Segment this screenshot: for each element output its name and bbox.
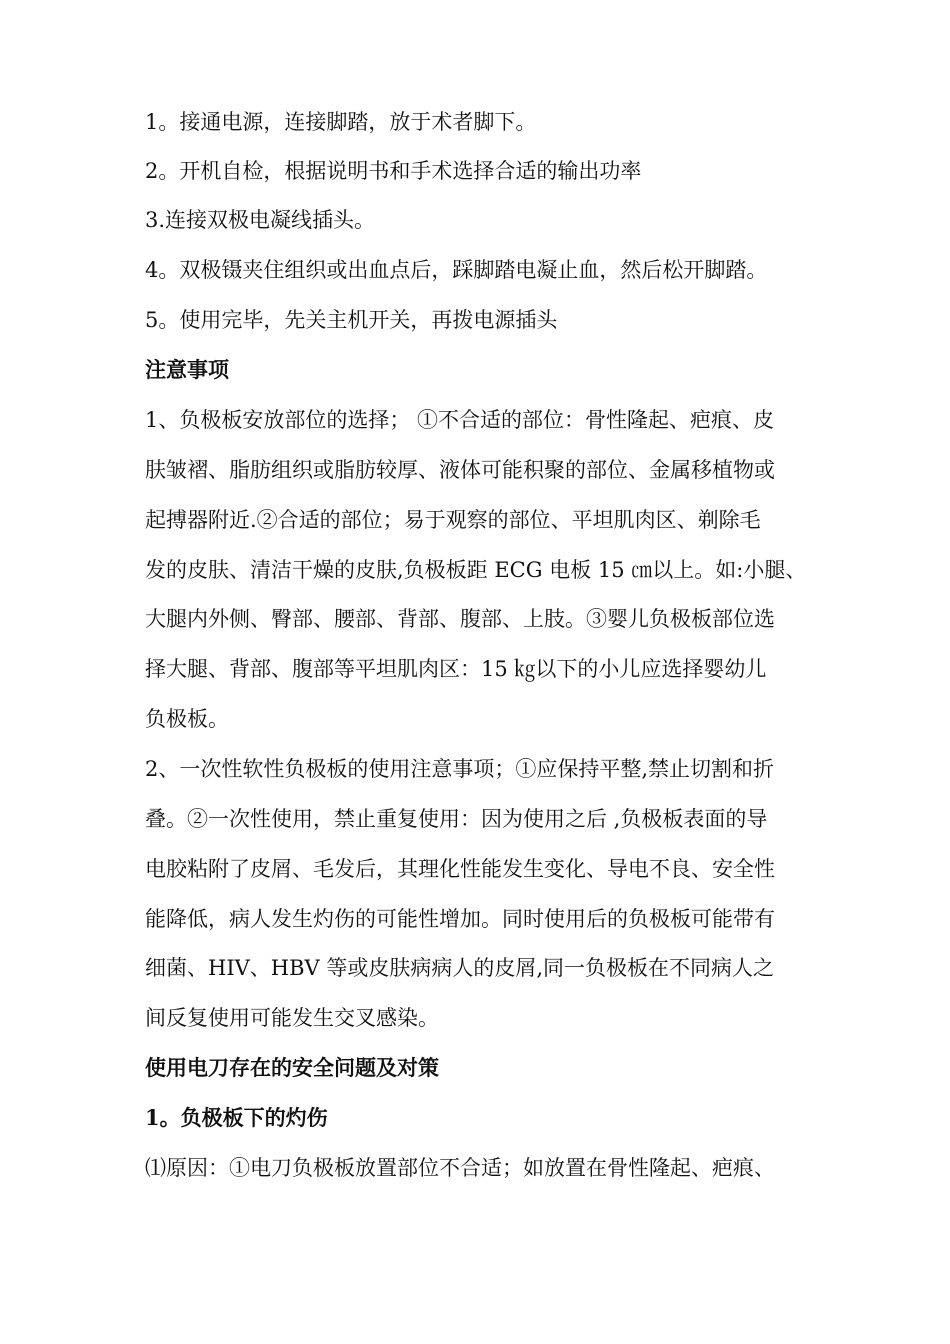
notes-item1-line-2: 肤皱褶、脂肪组织或脂肪较厚、液体可能积聚的部位、金属移植物或	[145, 458, 775, 482]
notes-item1-line-3: 起搏器附近.②合适的部位；易于观察的部位、平坦肌肉区、剃除毛	[145, 508, 761, 532]
notes-item1-line-4: 发的皮肤、清洁干燥的皮肤,负极板距 ECG 电板 15 ㎝以上。如:小腿、	[145, 558, 807, 582]
notes-item2-line-2: 叠。②一次性使用，禁止重复使用：因为使用之后 ,负极板表面的导	[145, 807, 768, 831]
step-3: 3.连接双极电凝线插头。	[145, 208, 376, 232]
step-2: 2。开机自检，根据说明书和手术选择合适的输出功率	[145, 159, 642, 183]
notes-item2-line-4: 能降低，病人发生灼伤的可能性增加。同时使用后的负极板可能带有	[145, 907, 775, 931]
notes-heading: 注意事项	[145, 357, 229, 382]
notes-item1-line-5: 大腿内外侧、臀部、腰部、背部、腹部、上肢。③婴儿负极板部位选	[145, 607, 775, 631]
safety-subheading: 1。负极板下的灼伤	[145, 1105, 328, 1130]
notes-item2-line-1: 2、一次性软性负极板的使用注意事项；①应保持平整,禁止切割和折	[145, 757, 775, 781]
notes-item1-line-6: 择大腿、背部、腹部等平坦肌肉区：15 ㎏以下的小儿应选择婴幼儿	[145, 657, 767, 681]
safety-heading: 使用电刀存在的安全问题及对策	[145, 1055, 439, 1080]
step-4: 4。双极镊夹住组织或出血点后，踩脚踏电凝止血，然后松开脚踏。	[145, 258, 768, 282]
notes-item2-line-5: 细菌、HIV、HBV 等或皮肤病病人的皮屑,同一负极板在不同病人之	[145, 956, 775, 980]
safety-cause-line: ⑴原因：①电刀负极板放置部位不合适；如放置在骨性隆起、疤痕、	[145, 1156, 775, 1180]
step-1: 1。接通电源，连接脚踏，放于术者脚下。	[145, 110, 537, 134]
step-5: 5。使用完毕，先关主机开关，再拨电源插头	[145, 308, 558, 332]
notes-item2-line-6: 间反复使用可能发生交叉感染。	[145, 1006, 439, 1030]
notes-item1-line-1: 1、负极板安放部位的选择； ①不合适的部位：骨性隆起、疤痕、皮	[145, 408, 775, 432]
notes-item2-line-3: 电胶粘附了皮屑、毛发后，其理化性能发生变化、导电不良、安全性	[145, 857, 775, 881]
notes-item1-line-7: 负极板。	[145, 707, 229, 731]
